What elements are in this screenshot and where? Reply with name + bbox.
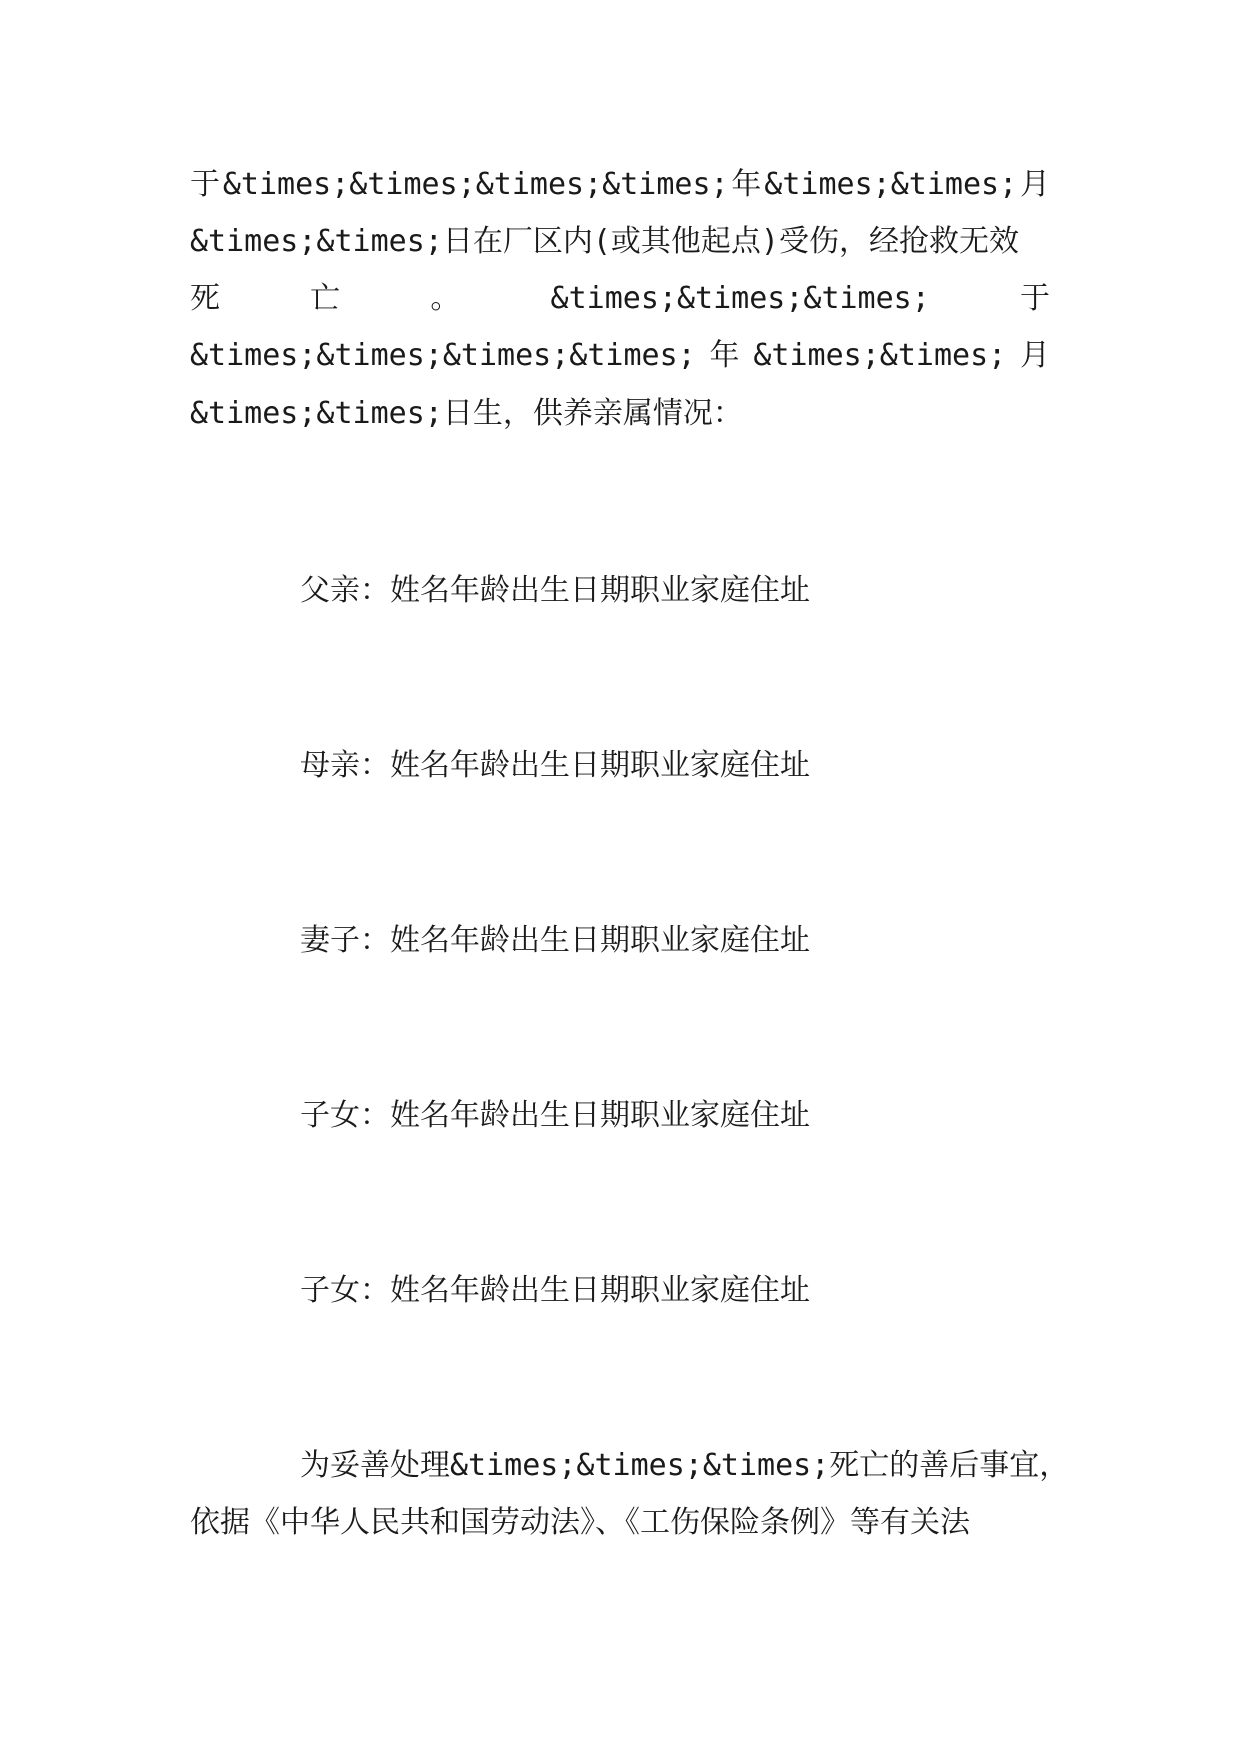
text-segment: &times;&times;&times;&times;: [222, 167, 729, 202]
relative-wife: 妻子：姓名年龄出生日期职业家庭住址: [300, 923, 810, 958]
text-segment: 。: [430, 281, 461, 316]
paragraph1-line4: [190, 336, 1050, 376]
paragraph2-line1: 为妥善处理&times;&times;&times;死亡的善后事宜，: [300, 1448, 1070, 1483]
relative-child: 子女：姓名年龄出生日期职业家庭住址: [300, 1273, 810, 1308]
paragraph1-line5: &times;&times;日生，供养亲属情况：: [190, 396, 743, 431]
relative-father: 父亲：姓名年龄出生日期职业家庭住址: [300, 573, 810, 608]
text-segment: &times;&times;&times;&times;: [190, 338, 696, 373]
text-segment: 月: [1020, 338, 1050, 373]
text-segment: 死: [190, 281, 220, 316]
paragraph2-line2: 依据《中华人民共和国劳动法》、《工伤保险条例》等有关法: [190, 1505, 970, 1540]
text-segment: 于: [190, 167, 220, 202]
relative-child: 子女：姓名年龄出生日期职业家庭住址: [300, 1098, 810, 1133]
text-segment: 年: [731, 167, 762, 202]
text-segment: 于: [1019, 281, 1050, 316]
text-segment: 年: [709, 338, 740, 373]
paragraph1-line1: [190, 165, 1050, 205]
paragraph1-line3: [190, 279, 1050, 319]
text-segment: 亡: [310, 281, 341, 316]
text-segment: &times;&times;: [753, 338, 1007, 373]
text-segment: &times;&times;&times;: [550, 281, 930, 316]
text-segment: &times;&times;: [764, 167, 1018, 202]
relative-mother: 母亲：姓名年龄出生日期职业家庭住址: [300, 748, 810, 783]
paragraph1-line2: &times;&times;日在厂区内(或其他起点)受伤，经抢救无效: [190, 224, 1019, 259]
text-segment: 月: [1019, 167, 1050, 202]
